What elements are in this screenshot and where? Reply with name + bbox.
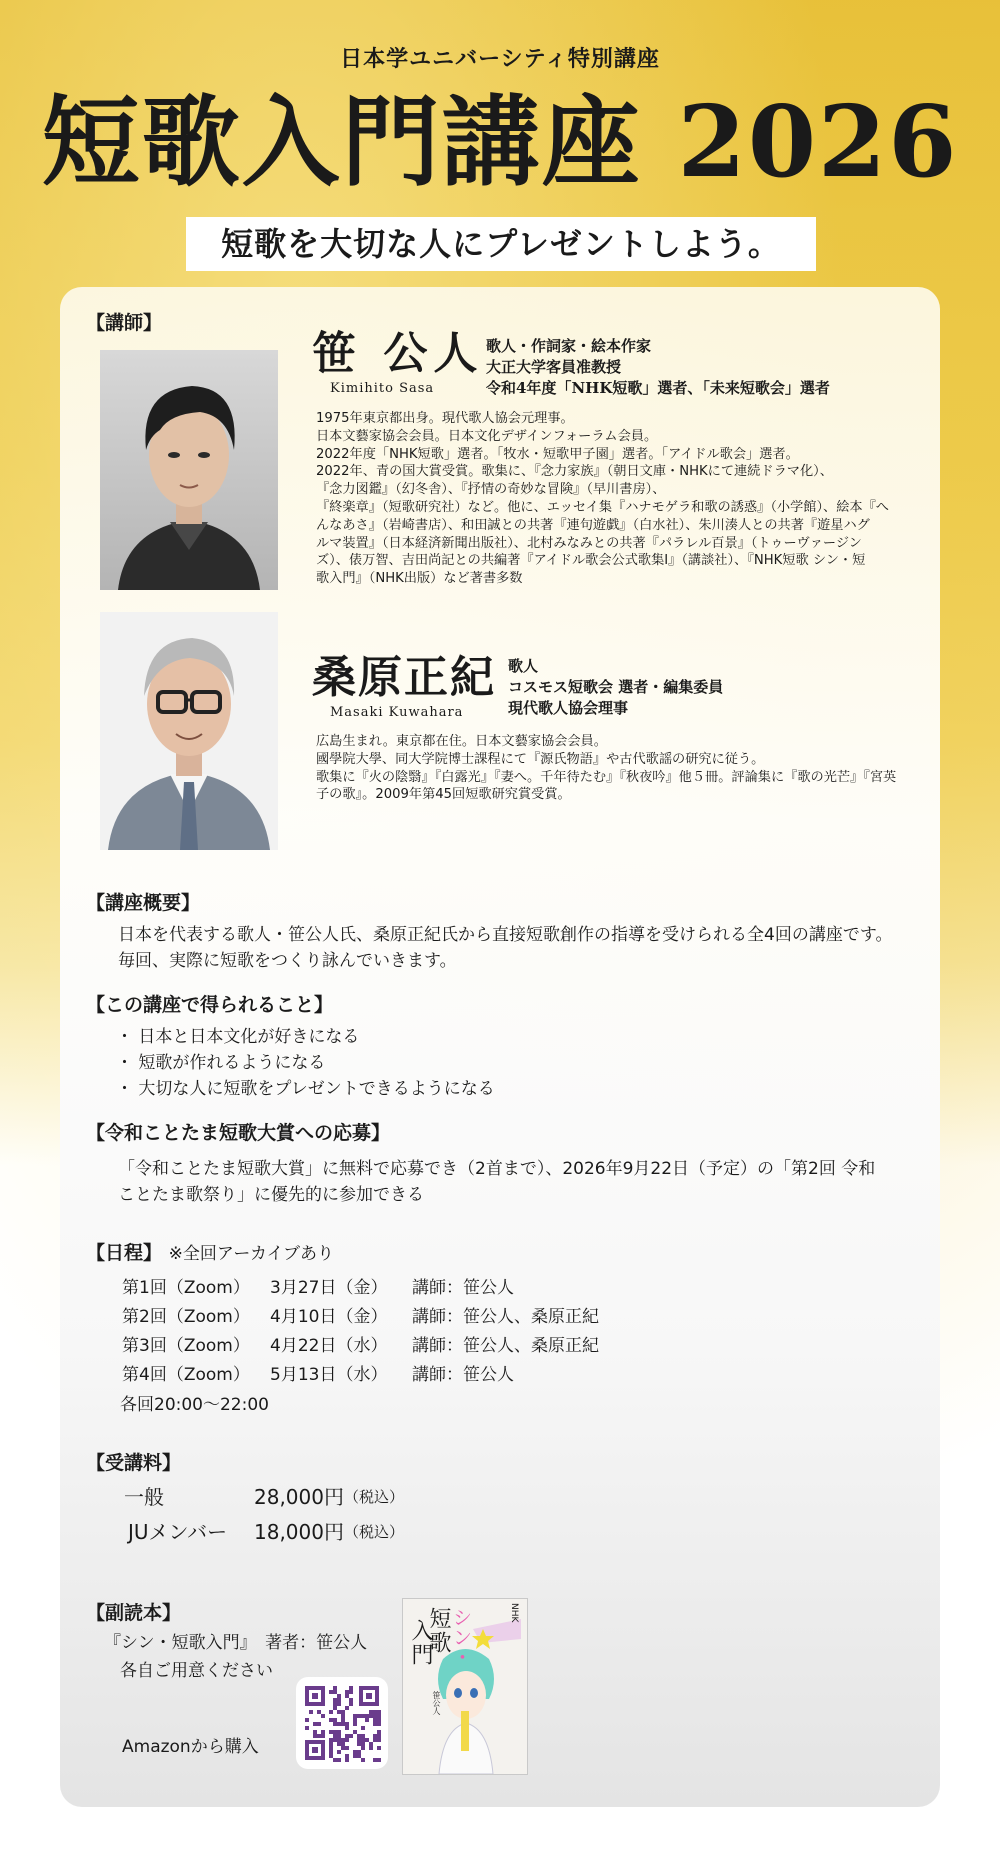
qr-module xyxy=(333,1730,337,1734)
contest-line: ことたま歌祭り」に優先的に参加できる xyxy=(118,1185,424,1205)
fee-tax: （税込） xyxy=(343,1488,404,1506)
qr-module xyxy=(345,1694,349,1698)
qr-module xyxy=(337,1750,341,1754)
benefits-label: 【この講座で得られること】 xyxy=(86,994,334,1016)
tagline: 短歌を大切な人にプレゼントしよう。 xyxy=(186,217,816,271)
header-subtitle: 日本学ユニバーシティ特別講座 xyxy=(340,46,660,72)
schedule-session: 第3回（Zoom） xyxy=(122,1336,250,1356)
qr-module xyxy=(329,1742,333,1746)
qr-module xyxy=(333,1758,337,1762)
contest-line: 「令和ことたま短歌大賞」に無料で応募でき（2首まで）、2026年9月22日（予定）の「第2回 令和 xyxy=(118,1159,876,1179)
fee-row xyxy=(124,1480,404,1515)
qr-module xyxy=(305,1726,309,1730)
qr-module xyxy=(305,1718,309,1722)
book-title-1: 短歌 xyxy=(426,1607,451,1655)
qr-module xyxy=(345,1754,349,1758)
qr-module xyxy=(333,1722,337,1726)
qr-module xyxy=(357,1734,361,1738)
qr-module xyxy=(361,1746,365,1750)
book-publisher: NHK xyxy=(509,1603,519,1623)
qr-module xyxy=(373,1710,377,1714)
qr-module xyxy=(373,1738,377,1742)
fees-table xyxy=(124,1480,404,1550)
qr-module xyxy=(313,1734,317,1738)
qr-module xyxy=(357,1742,361,1746)
qr-module xyxy=(317,1734,321,1738)
qr-module xyxy=(337,1722,341,1726)
qr-module xyxy=(357,1754,361,1758)
schedule-row xyxy=(122,1303,599,1332)
bio-line: 國學院大學、同大学院博士課程にて『源氏物語』や古代歌謡の研究に従う。 xyxy=(316,751,765,767)
qr-module xyxy=(329,1730,333,1734)
bio-line: 子の歌』。2009年第45回短歌研究賞受賞。 xyxy=(316,787,571,803)
qr-module xyxy=(341,1714,345,1718)
amazon-qr-code[interactable] xyxy=(296,1677,388,1769)
qr-module xyxy=(361,1714,365,1718)
title-line: 令和4年度「NHK短歌」選者、「未来短歌会」選者 xyxy=(486,379,830,397)
qr-module xyxy=(337,1758,341,1762)
qr-module xyxy=(377,1734,381,1738)
qr-module xyxy=(337,1698,341,1702)
schedule-time: 各回20:00〜22:00 xyxy=(120,1395,269,1415)
qr-module xyxy=(337,1702,341,1706)
benefits-list xyxy=(116,1024,495,1102)
instructor-titles-sasa xyxy=(486,336,830,399)
qr-module xyxy=(361,1758,365,1762)
qr-module xyxy=(321,1714,325,1718)
qr-module xyxy=(329,1750,333,1754)
qr-module xyxy=(361,1734,365,1738)
schedule-teacher: 講師：笹公人、桑原正紀 xyxy=(412,1336,599,1356)
schedule-date: 4月10日（金） xyxy=(270,1307,388,1327)
schedule-teacher: 講師：笹公人、桑原正紀 xyxy=(412,1307,599,1327)
contest-label: 【令和ことたま短歌大賞への応募】 xyxy=(86,1122,391,1144)
amazon-link[interactable]: Amazonから購入 xyxy=(122,1737,259,1757)
book-title-2: 入門 xyxy=(408,1619,433,1667)
qr-module xyxy=(333,1698,337,1702)
qr-module xyxy=(353,1750,357,1754)
qr-module xyxy=(373,1718,377,1722)
bio-line: 2022年、青の国大賞受賞。歌集に、『念力家族』（朝日文庫・NHKにて連続ドラマ化）、 xyxy=(316,464,833,480)
list-item: ・ 日本と日本文化が好きになる xyxy=(116,1027,360,1047)
fee-type: 一般 xyxy=(124,1485,164,1509)
reader-prepare: 各自ご用意ください xyxy=(120,1661,273,1681)
title-line: 現代歌人協会理事 xyxy=(508,699,629,717)
qr-module xyxy=(337,1742,341,1746)
instructor-photo-sasa xyxy=(100,350,278,590)
book-title-3: シン・ xyxy=(449,1607,473,1667)
schedule-date: 3月27日（金） xyxy=(270,1278,388,1298)
portrait-image xyxy=(100,350,278,590)
title-line: コスモス短歌会 選者・編集委員 xyxy=(508,678,724,696)
qr-module xyxy=(345,1726,349,1730)
fee-price: 28,000円 xyxy=(254,1485,344,1509)
qr-module xyxy=(377,1710,381,1714)
qr-module xyxy=(345,1722,349,1726)
qr-code-icon xyxy=(296,1677,388,1769)
qr-module xyxy=(349,1702,353,1706)
qr-module xyxy=(369,1742,373,1746)
qr-module xyxy=(345,1738,349,1742)
qr-module xyxy=(329,1746,333,1750)
qr-module xyxy=(345,1734,349,1738)
list-item: ・ 短歌が作れるようになる xyxy=(116,1053,326,1073)
instructor-name-kuwahara: 桑原正紀 xyxy=(312,652,496,703)
qr-module xyxy=(377,1730,381,1734)
qr-module xyxy=(321,1734,325,1738)
qr-module xyxy=(333,1734,337,1738)
overview-line: 日本を代表する歌人・笹公人氏、桑原正紀氏から直接短歌創作の指導を受けられる全4回の講座です。 xyxy=(118,925,893,945)
qr-module xyxy=(317,1710,321,1714)
bio-line: 歌入門』（NHK出版）など著書多数 xyxy=(316,571,523,587)
qr-module xyxy=(313,1722,317,1726)
title-line: 歌人 xyxy=(508,657,539,675)
qr-module xyxy=(373,1758,377,1762)
qr-module xyxy=(309,1710,313,1714)
bio-line: 『念力図鑑』（幻冬舎）、『抒情の奇妙な冒険』（早川書房）、 xyxy=(316,482,666,498)
overview-text xyxy=(118,922,948,974)
instructor-titles-kuwahara xyxy=(508,656,723,719)
qr-module xyxy=(333,1706,337,1710)
page-title: 短歌入門講座 2026 xyxy=(41,85,959,200)
fee-row xyxy=(124,1515,404,1550)
schedule-title: 【日程】 xyxy=(86,1242,163,1264)
overview-label: 【講座概要】 xyxy=(86,892,201,914)
qr-module xyxy=(341,1738,345,1742)
bio-line: 広島生まれ。東京都在住。日本文藝家協会会員。 xyxy=(316,734,607,749)
qr-module xyxy=(377,1758,381,1762)
title-line: 大正大学客員准教授 xyxy=(486,358,622,376)
qr-module xyxy=(349,1698,353,1702)
book-author: 笹公人 xyxy=(432,1691,441,1715)
overview-line: 毎回、実際に短歌をつくり詠んでいきます。 xyxy=(118,951,457,971)
schedule-row xyxy=(122,1332,599,1361)
reader-label: 【副読本】 xyxy=(86,1602,182,1624)
qr-module xyxy=(373,1734,377,1738)
qr-module xyxy=(357,1714,361,1718)
qr-module xyxy=(365,1718,369,1722)
qr-module xyxy=(333,1718,337,1722)
reader-book-line: 『シン・短歌入門』 著者：笹公人 xyxy=(104,1633,368,1653)
qr-module xyxy=(365,1738,369,1742)
instructors-label: 【講師】 xyxy=(86,312,163,334)
fee-price: 18,000円 xyxy=(254,1520,344,1544)
contest-text xyxy=(118,1156,918,1208)
bio-line: 歌集に『火の陰翳』『白露光』『妻へ。千年待たむ』『秋夜吟』他５冊。評論集に『歌の光芒』『宮英 xyxy=(316,769,897,785)
qr-module xyxy=(341,1718,345,1722)
instructor-romaji-kuwahara: Masaki Kuwahara xyxy=(330,705,464,720)
qr-module xyxy=(329,1754,333,1758)
qr-module xyxy=(341,1722,345,1726)
qr-module xyxy=(341,1746,345,1750)
bio-line: ズ）、俵万智、吉田尚記との共編著『アイドル歌会公式歌集Ⅰ』（講談社）、『NHK短歌 シン・短 xyxy=(316,553,866,569)
qr-module xyxy=(369,1710,373,1714)
qr-module xyxy=(345,1746,349,1750)
qr-module xyxy=(341,1742,345,1746)
qr-module xyxy=(341,1710,345,1714)
bio-line: 1975年東京都出身。現代歌人協会元理事。 xyxy=(316,411,574,426)
qr-module xyxy=(329,1710,333,1714)
instructor-romaji-sasa: Kimihito Sasa xyxy=(330,381,435,396)
qr-module xyxy=(349,1686,353,1690)
qr-module xyxy=(321,1730,325,1734)
fees-label: 【受講料】 xyxy=(86,1452,182,1474)
title-line: 歌人・作詞家・絵本作家 xyxy=(486,337,652,355)
qr-module xyxy=(353,1718,357,1722)
bio-line: ルマ装置』（日本経済新聞出版社）、北村みなみとの共著『パラレル百景』（トゥーヴァージン xyxy=(316,535,862,551)
qr-module xyxy=(329,1690,333,1694)
schedule-teacher: 講師：笹公人 xyxy=(412,1365,514,1385)
qr-module xyxy=(353,1730,357,1734)
qr-module xyxy=(377,1722,381,1726)
instructor-bio-kuwahara xyxy=(316,733,932,804)
qr-module xyxy=(329,1718,333,1722)
qr-module xyxy=(333,1686,337,1690)
qr-module xyxy=(345,1706,349,1710)
qr-module xyxy=(377,1746,381,1750)
qr-module xyxy=(361,1742,365,1746)
qr-module xyxy=(369,1746,373,1750)
qr-module xyxy=(337,1730,341,1734)
schedule-table xyxy=(122,1274,599,1390)
book-cover-image xyxy=(402,1598,528,1775)
qr-module xyxy=(329,1738,333,1742)
qr-module xyxy=(373,1714,377,1718)
qr-module xyxy=(369,1714,373,1718)
schedule-teacher: 講師：笹公人 xyxy=(412,1278,514,1298)
portrait-image xyxy=(100,612,278,850)
qr-module xyxy=(333,1702,337,1706)
qr-module xyxy=(365,1714,369,1718)
list-item: ・ 大切な人に短歌をプレゼントできるようになる xyxy=(116,1079,495,1099)
qr-module xyxy=(349,1690,353,1694)
qr-module xyxy=(333,1690,337,1694)
qr-module xyxy=(349,1734,353,1738)
qr-module xyxy=(373,1722,377,1726)
schedule-row xyxy=(122,1361,599,1390)
qr-module xyxy=(357,1750,361,1754)
bio-line: 2022年度「NHK短歌」選者。「牧水・短歌甲子園」選者。「アイドル歌会」選者。 xyxy=(316,446,799,462)
qr-module xyxy=(313,1730,317,1734)
bio-line: んなあさ』（岩崎書店）、和田誠との共著『連句遊戯』（白水社）、朱川湊人との共著『遊星ハグ xyxy=(316,517,870,533)
qr-module xyxy=(377,1718,381,1722)
qr-module xyxy=(353,1754,357,1758)
qr-module xyxy=(317,1722,321,1726)
schedule-note: ※全回アーカイブあり xyxy=(168,1244,335,1264)
bio-line: 日本文藝家協会会員。日本文化デザインフォーラム会員。 xyxy=(316,428,658,444)
schedule-label xyxy=(86,1238,334,1265)
instructor-photo-kuwahara xyxy=(100,612,278,850)
schedule-date: 4月22日（水） xyxy=(270,1336,388,1356)
qr-module xyxy=(353,1714,357,1718)
qr-module xyxy=(333,1738,337,1742)
instructor-bio-sasa xyxy=(316,410,932,588)
bio-line: 『終楽章』（短歌研究社）など。他に、エッセイ集『ハナモゲラ和歌の誘惑』（小学館）、絵本『へ xyxy=(316,499,889,515)
schedule-row xyxy=(122,1274,599,1303)
schedule-date: 5月13日（水） xyxy=(270,1365,388,1385)
qr-module xyxy=(361,1738,365,1742)
qr-module xyxy=(337,1734,341,1738)
qr-module xyxy=(337,1694,341,1698)
fee-type: JUメンバー xyxy=(128,1520,228,1544)
qr-module xyxy=(377,1714,381,1718)
qr-module xyxy=(357,1738,361,1742)
qr-module xyxy=(345,1758,349,1762)
qr-module xyxy=(337,1710,341,1714)
qr-module xyxy=(345,1690,349,1694)
qr-module xyxy=(377,1738,381,1742)
instructor-name-sasa: 笹 公人 xyxy=(312,328,484,379)
schedule-session: 第2回（Zoom） xyxy=(122,1307,250,1327)
qr-module xyxy=(337,1738,341,1742)
schedule-session: 第4回（Zoom） xyxy=(122,1365,250,1385)
qr-module xyxy=(361,1726,365,1730)
fee-tax: （税込） xyxy=(343,1523,404,1541)
schedule-session: 第1回（Zoom） xyxy=(122,1278,250,1298)
qr-module xyxy=(353,1722,357,1726)
